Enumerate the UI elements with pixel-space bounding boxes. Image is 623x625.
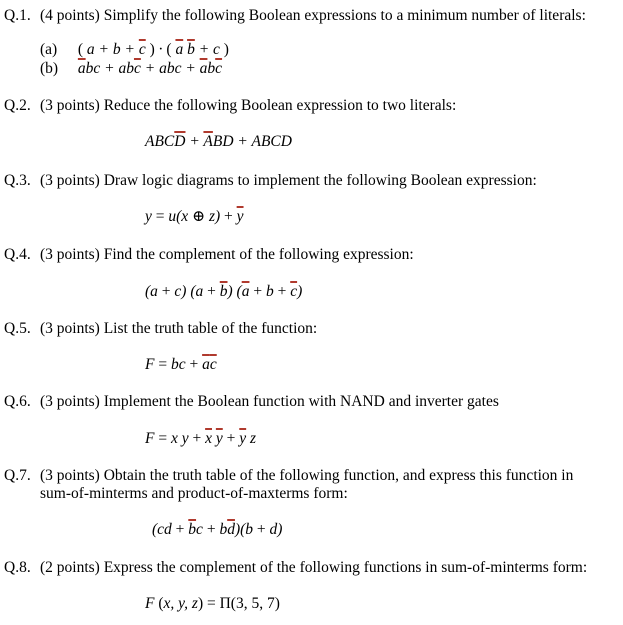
question-4 xyxy=(4,246,414,264)
q1a-expression: ( $a + b + \overline{c}$ ) · ( $\overline{a}$ $\overline{b} + c$ ) xyxy=(77,41,229,58)
q7-expression: $(cd + \overline{b}c + b\overline{d})(b + d)$ xyxy=(152,521,283,538)
q8-expression: F (x, y, z) = Π(3, 5, 7) xyxy=(145,595,280,612)
q2-expression: $ABC\overline{D} + \overline{A}BD$ + ABCD xyxy=(145,133,292,150)
question-text: (3 points) Draw logic diagrams to implement the following Boolean expression: xyxy=(40,172,537,189)
question-3 xyxy=(4,172,537,190)
q6-expression: F = x $y + \overline{x}$ $\overline{y} + \overline{y}$ z xyxy=(145,430,257,447)
q5-expression: F = bc + $\overline{a}\overline{c}$ xyxy=(145,356,217,373)
question-text: (3 points) Reduce the following Boolean expression to two literals: xyxy=(40,97,457,114)
part-label: (b) xyxy=(40,60,59,77)
question-7 xyxy=(4,467,573,485)
question-text: (4 points) Simplify the following Boolean expressions to a minimum number of literals: xyxy=(40,7,586,24)
question-text: (2 points) Express the complement of the following functions in sum-of-minterms form: xyxy=(40,559,588,576)
question-1 xyxy=(4,7,586,25)
question-text: (3 points) Obtain the truth table of the following function, and express this function in xyxy=(40,467,574,484)
question-5 xyxy=(4,320,317,338)
question-7-continued: sum-of-minterms and product-of-maxterms form: xyxy=(40,485,348,502)
question-number: Q.5. xyxy=(4,320,31,337)
question-number: Q.4. xyxy=(4,246,31,263)
question-number: Q.1. xyxy=(4,7,31,24)
question-number: Q.6. xyxy=(4,393,31,410)
q1b-expression: $\overline{a}bc + ab\overline{c}$ + abc + $\overline{a}b\overline{c}$ xyxy=(77,60,223,77)
question-text: (3 points) Find the complement of the following expression: xyxy=(40,246,414,263)
question-text: (3 points) Implement the Boolean function with NAND and inverter gates xyxy=(40,393,499,410)
question-number: Q.3. xyxy=(4,172,31,189)
question-2 xyxy=(4,97,456,115)
question-8 xyxy=(4,559,587,577)
question-number: Q.7. xyxy=(4,467,31,484)
q1-part-b xyxy=(40,60,222,78)
q4-expression: (a + c) $(a + \overline{b})$ $(\overline{a} + b + \overline{c})$ xyxy=(145,283,303,300)
question-text: (3 points) List the truth table of the function: xyxy=(40,320,318,337)
question-number: Q.8. xyxy=(4,559,31,576)
question-6 xyxy=(4,393,499,411)
question-number: Q.2. xyxy=(4,97,31,114)
q3-expression: y = u(x ⊕ $z) + \overline{y}$ xyxy=(145,208,244,225)
q1-part-a xyxy=(40,41,229,59)
part-label: (a) xyxy=(40,41,58,58)
